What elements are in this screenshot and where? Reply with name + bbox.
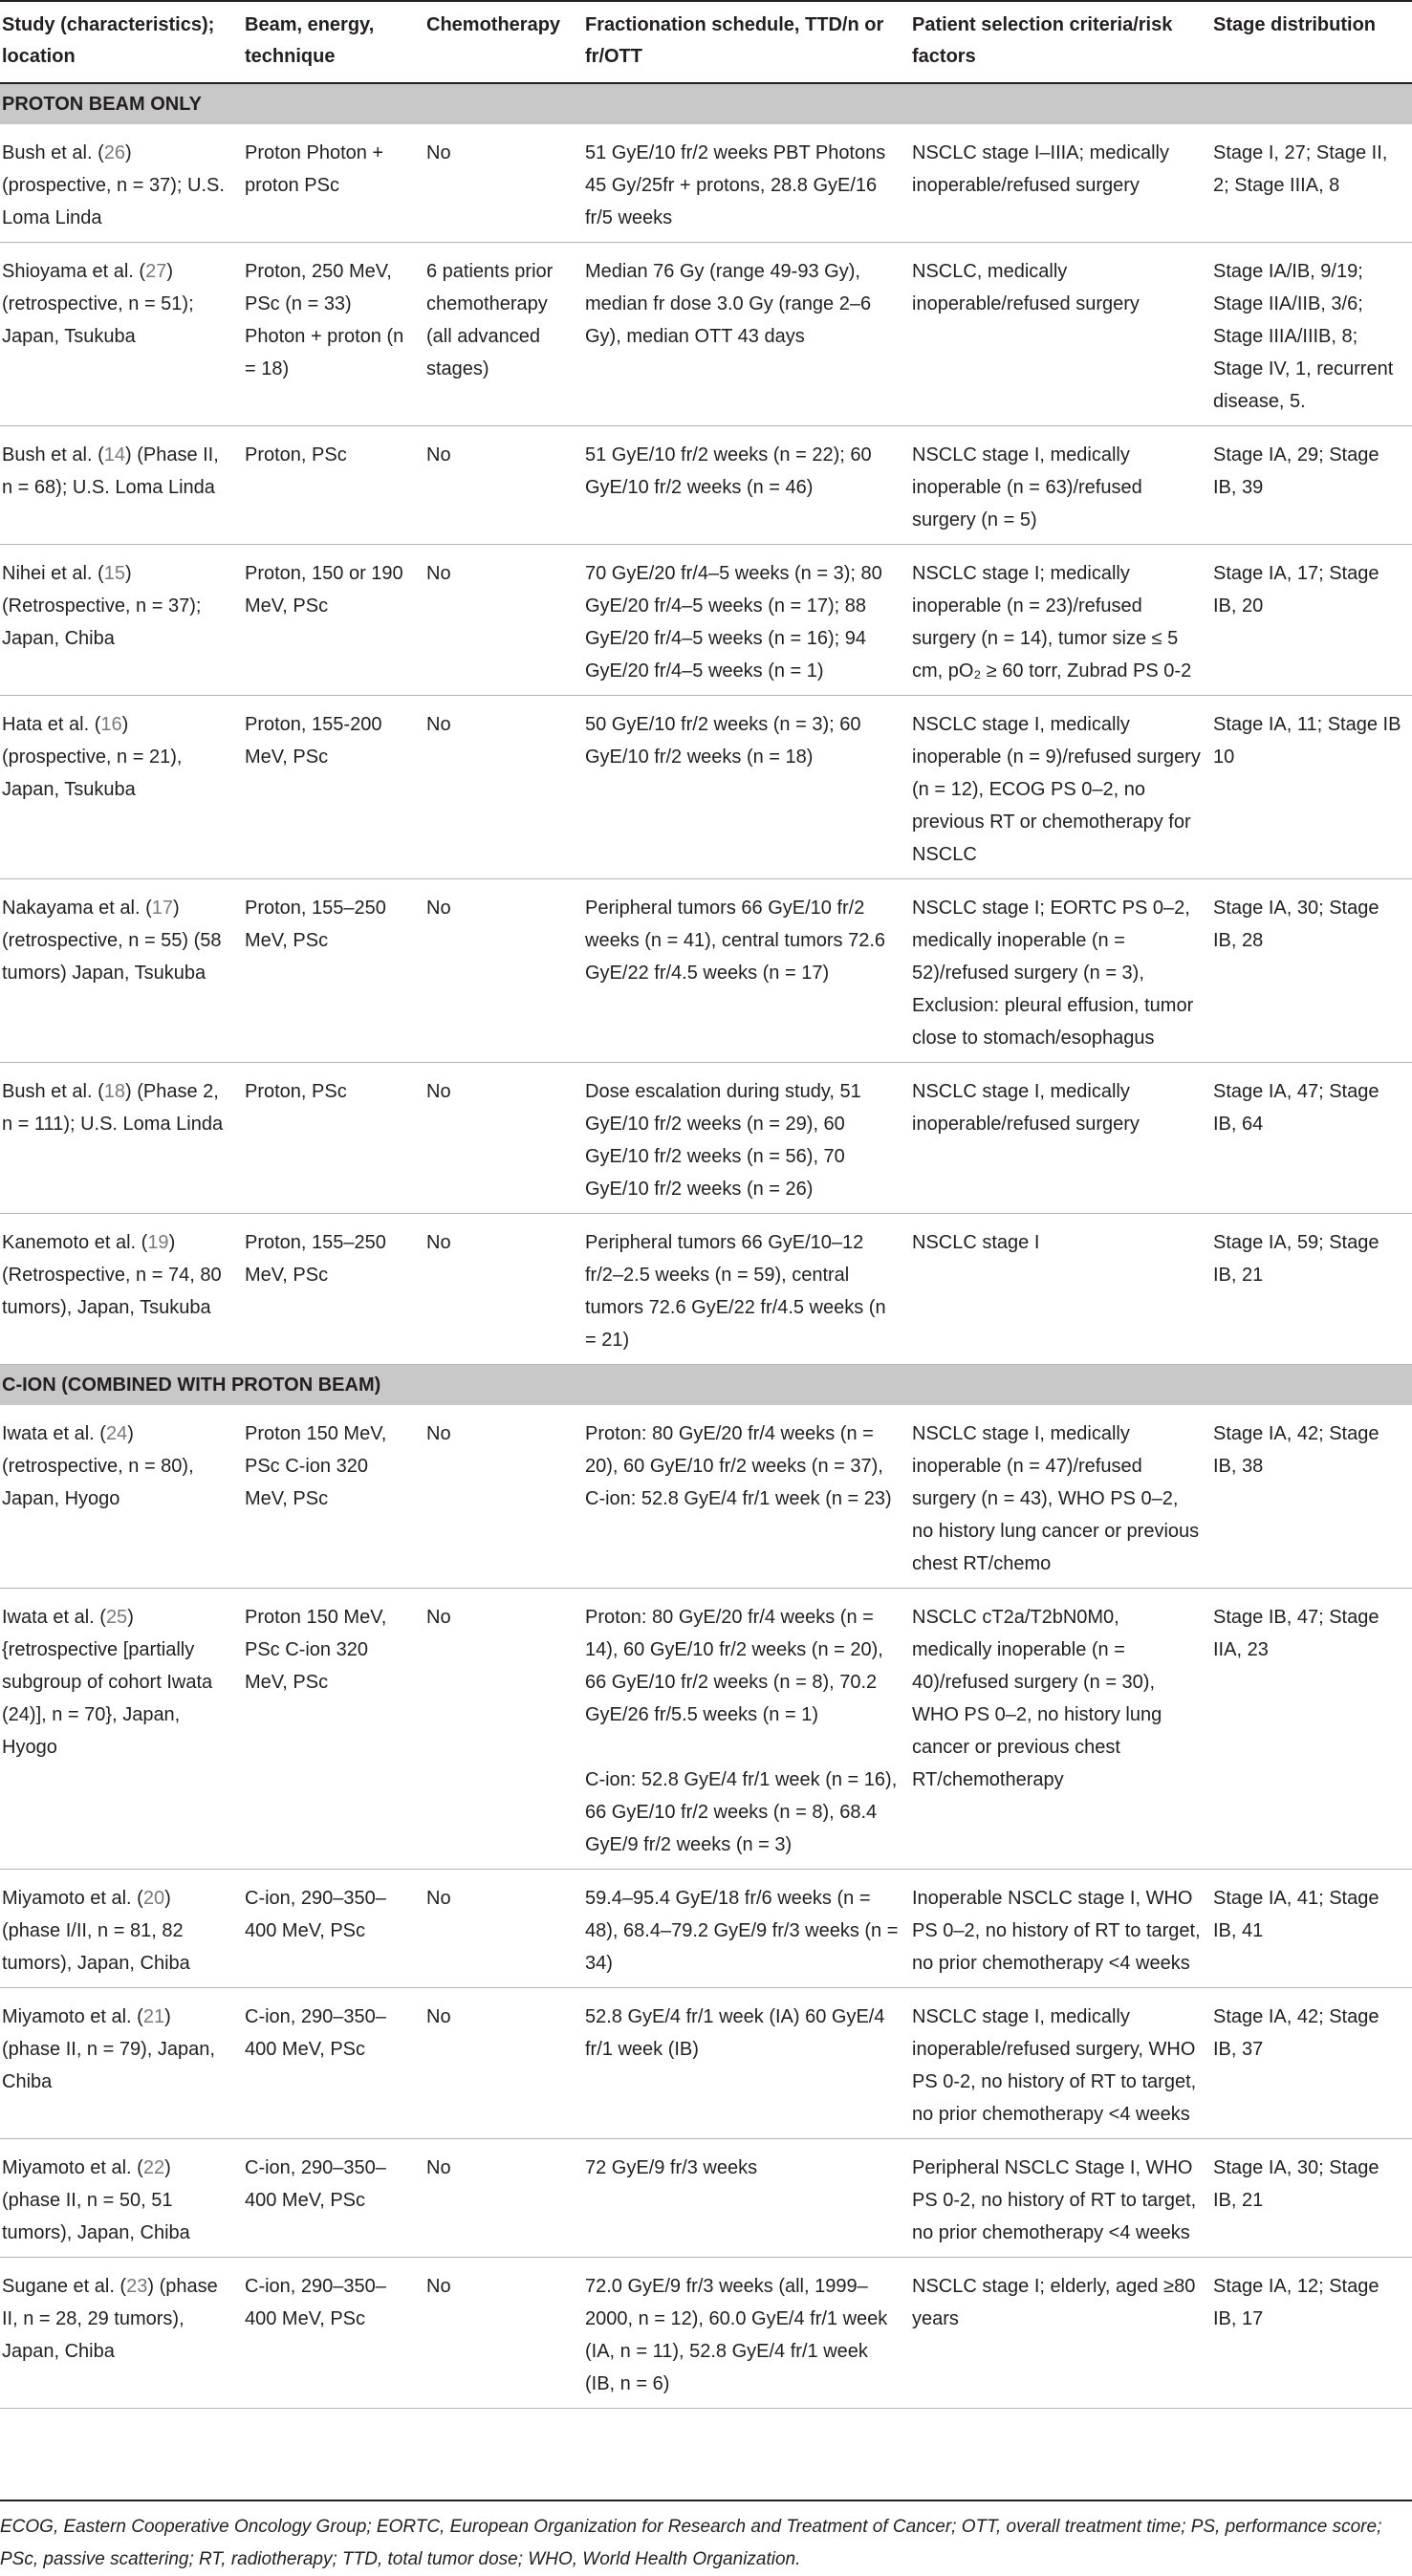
fractionation-text: Dose escalation during study, 51 GyE/10 fr/2 weeks (n = 29), 60 GyE/10 fr/2 weeks (n = 56), 70 GyE/10 fr/2 weeks (n = 26): [585, 1081, 861, 1200]
cell-chemotherapy: No: [424, 879, 583, 1063]
reference-link[interactable]: 24: [105, 1423, 128, 1444]
cell-stage: Stage IA, 17; Stage IB, 20: [1211, 545, 1412, 696]
table-row: [0, 426, 1412, 545]
cell-beam: C-ion, 290–350–400 MeV, PSc: [243, 1988, 424, 2139]
reference-link[interactable]: 20: [142, 1888, 165, 1909]
cell-study: Sugane et al. (23) (phase II, n = 28, 29 tumors), Japan, Chiba: [0, 2258, 243, 2409]
study-author: Miyamoto et al.: [2, 2157, 132, 2178]
section-title: PROTON BEAM ONLY: [0, 83, 1412, 124]
cell-beam: C-ion, 290–350–400 MeV, PSc: [243, 2258, 424, 2409]
study-author: Hata et al.: [2, 714, 90, 735]
cell-chemotherapy: No: [424, 1988, 583, 2139]
cell-chemotherapy: No: [424, 426, 583, 545]
cell-chemotherapy: No: [424, 1214, 583, 1365]
header-study: Study (characteristics); location: [0, 1, 243, 83]
header-row: [0, 1, 1412, 83]
cell-fractionation: [583, 1589, 910, 1870]
table-row: [0, 1063, 1412, 1214]
study-author: Bush et al.: [2, 1081, 93, 1102]
reference-link[interactable]: 27: [145, 261, 167, 282]
cell-study: Bush et al. (14) (Phase II, n = 68); U.S. Loma Linda: [0, 426, 243, 545]
cell-fractionation: [583, 545, 910, 696]
table-row: [0, 879, 1412, 1063]
cell-chemotherapy: No: [424, 2258, 583, 2409]
fractionation-text: 72 GyE/9 fr/3 weeks: [585, 2157, 758, 2178]
fractionation-text: C-ion: 52.8 GyE/4 fr/1 week (n = 16), 66 GyE/10 fr/2 weeks (n = 8), 68.4 GyE/9 fr/2 weeks (n = 3): [585, 1769, 898, 1855]
fractionation-text: 51 GyE/10 fr/2 weeks PBT Photons 45 Gy/25fr + protons, 28.8 GyE/16 fr/5 weeks: [585, 142, 886, 228]
study-author: Iwata et al.: [2, 1607, 95, 1628]
table-row: [0, 1405, 1412, 1589]
cell-study: Iwata et al. (24) (retrospective, n = 80), Japan, Hyogo: [0, 1405, 243, 1589]
study-details: (prospective, n = 21), Japan, Tsukuba: [2, 747, 183, 800]
study-details: (retrospective, n = 80), Japan, Hyogo: [2, 1456, 194, 1509]
cell-study: Hata et al. (16) (prospective, n = 21), Japan, Tsukuba: [0, 696, 243, 879]
cell-study: Kanemoto et al. (19) (Retrospective, n = 74, 80 tumors), Japan, Tsukuba: [0, 1214, 243, 1365]
table-row: [0, 1589, 1412, 1870]
cell-selection: NSCLC stage I, medically inoperable/refused surgery: [910, 1063, 1211, 1214]
study-author: Bush et al.: [2, 444, 93, 465]
table-row: [0, 2258, 1412, 2409]
cell-selection: NSCLC cT2a/T2bN0M0, medically inoperable (n = 40)/refused surgery (n = 30), WHO PS 0–2, no history lung cancer or previous chest RT/chemotherapy: [910, 1589, 1211, 1870]
reference-link[interactable]: 23: [126, 2276, 148, 2297]
cell-selection: NSCLC, medically inoperable/refused surgery: [910, 243, 1211, 426]
cell-chemotherapy: No: [424, 1063, 583, 1214]
table-row: [0, 124, 1412, 243]
cell-study: Miyamoto et al. (20) (phase I/II, n = 81, 82 tumors), Japan, Chiba: [0, 1870, 243, 1988]
table-body: [0, 83, 1412, 2409]
study-details: {retrospective [partially subgroup of cohort Iwata (24)], n = 70}, Japan, Hyogo: [2, 1639, 213, 1758]
cell-chemotherapy: No: [424, 2139, 583, 2258]
cell-selection: NSCLC stage I; medically inoperable (n = 23)/refused surgery (n = 14), tumor size ≤ 5 cm, pO₂ ≥ 60 torr, Zubrad PS 0-2: [910, 545, 1211, 696]
cell-fractionation: [583, 2139, 910, 2258]
table-row: [0, 545, 1412, 696]
study-details: (phase II, n = 28, 29 tumors), Japan, Chiba: [2, 2276, 218, 2362]
study-details: (phase II, n = 79), Japan, Chiba: [2, 2039, 215, 2092]
cell-chemotherapy: No: [424, 545, 583, 696]
section-header-row: [0, 83, 1412, 124]
cell-study: Nihei et al. (15) (Retrospective, n = 37); Japan, Chiba: [0, 545, 243, 696]
fractionation-text: 70 GyE/20 fr/4–5 weeks (n = 3); 80 GyE/20 fr/4–5 weeks (n = 17); 88 GyE/20 fr/4–5 weeks (n = 16); 94 GyE/20 fr/4–5 weeks (n = 1): [585, 563, 882, 682]
study-author: Nakayama et al.: [2, 898, 141, 919]
section-title: C-ION (COMBINED WITH PROTON BEAM): [0, 1365, 1412, 1406]
reference-link[interactable]: 21: [142, 2006, 165, 2027]
cell-fractionation: [583, 1063, 910, 1214]
cell-chemotherapy: No: [424, 1589, 583, 1870]
cell-selection: NSCLC stage I, medically inoperable (n = 9)/refused surgery (n = 12), ECOG PS 0–2, no previous RT or chemotherapy for NSCLC: [910, 696, 1211, 879]
cell-selection: NSCLC stage I, medically inoperable/refused surgery, WHO PS 0-2, no history of RT to target, no prior chemotherapy <4 weeks: [910, 1988, 1211, 2139]
reference-link[interactable]: 17: [151, 898, 173, 919]
cell-beam: Proton, 155–250 MeV, PSc: [243, 879, 424, 1063]
cell-fractionation: [583, 243, 910, 426]
study-details: (Phase II, n = 68); U.S. Loma Linda: [2, 444, 219, 498]
fractionation-text: Peripheral tumors 66 GyE/10 fr/2 weeks (n = 41), central tumors 72.6 GyE/22 fr/4.5 weeks (n = 17): [585, 898, 886, 984]
cell-fractionation: [583, 1988, 910, 2139]
cell-study: Shioyama et al. (27) (retrospective, n = 51); Japan, Tsukuba: [0, 243, 243, 426]
reference-link[interactable]: 22: [142, 2157, 165, 2178]
cell-study: Iwata et al. (25) {retrospective [partially subgroup of cohort Iwata (24)], n = 70}, Japan, Hyogo: [0, 1589, 243, 1870]
cell-fractionation: [583, 696, 910, 879]
reference-link[interactable]: 26: [103, 142, 125, 163]
table-row: [0, 1988, 1412, 2139]
reference-link[interactable]: 18: [103, 1081, 125, 1102]
cell-selection: NSCLC stage I; elderly, aged ≥80 years: [910, 2258, 1211, 2409]
cell-stage: Stage IB, 47; Stage IIA, 23: [1211, 1589, 1412, 1870]
study-details: (phase II, n = 50, 51 tumors), Japan, Chiba: [2, 2190, 190, 2243]
fractionation-text: 51 GyE/10 fr/2 weeks (n = 22); 60 GyE/10 fr/2 weeks (n = 46): [585, 444, 872, 498]
cell-beam: Proton Photon + proton PSc: [243, 124, 424, 243]
study-author: Miyamoto et al.: [2, 1888, 132, 1909]
cell-study: Bush et al. (26) (prospective, n = 37); U.S. Loma Linda: [0, 124, 243, 243]
cell-beam: Proton 150 MeV, PSc C-ion 320 MeV, PSc: [243, 1589, 424, 1870]
table-row: [0, 243, 1412, 426]
cell-stage: Stage IA, 59; Stage IB, 21: [1211, 1214, 1412, 1365]
study-details: (prospective, n = 37); U.S. Loma Linda: [2, 175, 225, 228]
study-details: (retrospective, n = 51); Japan, Tsukuba: [2, 293, 194, 347]
study-author: Bush et al.: [2, 142, 93, 163]
reference-link[interactable]: 16: [100, 714, 122, 735]
study-author: Kanemoto et al.: [2, 1232, 137, 1253]
cell-beam: Proton, 150 or 190 MeV, PSc: [243, 545, 424, 696]
cell-beam: Proton, 250 MeV, PSc (n = 33) Photon + proton (n = 18): [243, 243, 424, 426]
study-author: Shioyama et al.: [2, 261, 134, 282]
cell-beam: Proton 150 MeV, PSc C-ion 320 MeV, PSc: [243, 1405, 424, 1589]
cell-beam: Proton, PSc: [243, 426, 424, 545]
cell-selection: NSCLC stage I: [910, 1214, 1211, 1365]
cell-fractionation: [583, 1214, 910, 1365]
fractionation-text: Proton: 80 GyE/20 fr/4 weeks (n = 20), 60 GyE/10 fr/2 weeks (n = 37), C-ion: 52.8 GyE/4 fr/1 week (n = 23): [585, 1423, 892, 1509]
study-details: (Retrospective, n = 37); Japan, Chiba: [2, 595, 202, 649]
cell-stage: Stage IA, 11; Stage IB 10: [1211, 696, 1412, 879]
cell-fractionation: [583, 879, 910, 1063]
cell-selection: NSCLC stage I, medically inoperable (n = 63)/refused surgery (n = 5): [910, 426, 1211, 545]
cell-stage: Stage IA, 29; Stage IB, 39: [1211, 426, 1412, 545]
cell-beam: C-ion, 290–350–400 MeV, PSc: [243, 2139, 424, 2258]
cell-study: Miyamoto et al. (22) (phase II, n = 50, 51 tumors), Japan, Chiba: [0, 2139, 243, 2258]
cell-chemotherapy: No: [424, 1405, 583, 1589]
header-selection: Patient selection criteria/risk factors: [910, 1, 1211, 83]
cell-chemotherapy: No: [424, 124, 583, 243]
header-beam: Beam, energy, technique: [243, 1, 424, 83]
table-footnote: ECOG, Eastern Cooperative Oncology Group; EORTC, European Organization for Research and Treatment of Cancer; OTT, overall treatment time; PS, performance score; PSc, passive scattering; RT, radiotherapy; TTD, total tumor dose; WHO, World Health Organization.: [0, 2500, 1412, 2576]
reference-link[interactable]: 25: [105, 1607, 128, 1628]
cell-beam: Proton, PSc: [243, 1063, 424, 1214]
cell-fractionation: [583, 1405, 910, 1589]
cell-selection: Inoperable NSCLC stage I, WHO PS 0–2, no history of RT to target, no prior chemotherapy <4 weeks: [910, 1870, 1211, 1988]
cell-chemotherapy: No: [424, 696, 583, 879]
study-details: (phase I/II, n = 81, 82 tumors), Japan, Chiba: [2, 1920, 190, 1974]
cell-selection: NSCLC stage I–IIIA; medically inoperable/refused surgery: [910, 124, 1211, 243]
reference-link[interactable]: 14: [103, 444, 125, 465]
study-author: Nihei et al.: [2, 563, 93, 584]
fractionation-text: 72.0 GyE/9 fr/3 weeks (all, 1999–2000, n = 12), 60.0 GyE/4 fr/1 week (IA, n = 11), 52.8 GyE/4 fr/1 week (IB, n = 6): [585, 2276, 888, 2394]
cell-stage: Stage IA, 42; Stage IB, 37: [1211, 1988, 1412, 2139]
cell-stage: Stage IA, 12; Stage IB, 17: [1211, 2258, 1412, 2409]
fractionation-text: 52.8 GyE/4 fr/1 week (IA) 60 GyE/4 fr/1 week (IB): [585, 2006, 885, 2060]
study-details: (retrospective, n = 55) (58 tumors) Japan, Tsukuba: [2, 930, 222, 984]
study-details: (Phase 2, n = 111); U.S. Loma Linda: [2, 1081, 224, 1135]
table-row: [0, 1870, 1412, 1988]
cell-stage: Stage IA, 30; Stage IB, 28: [1211, 879, 1412, 1063]
cell-chemotherapy: 6 patients prior chemotherapy (all advanced stages): [424, 243, 583, 426]
table-row: [0, 2139, 1412, 2258]
fractionation-text: Median 76 Gy (range 49-93 Gy), median fr dose 3.0 Gy (range 2–6 Gy), median OTT 43 days: [585, 261, 872, 347]
cell-selection: Peripheral NSCLC Stage I, WHO PS 0-2, no history of RT to target, no prior chemotherapy <4 weeks: [910, 2139, 1211, 2258]
study-author: Miyamoto et al.: [2, 2006, 132, 2027]
header-stage: Stage distribution: [1211, 1, 1412, 83]
cell-beam: C-ion, 290–350–400 MeV, PSc: [243, 1870, 424, 1988]
section-header-row: [0, 1365, 1412, 1406]
table-row: [0, 696, 1412, 879]
reference-link[interactable]: 15: [103, 563, 125, 584]
cell-study: Miyamoto et al. (21) (phase II, n = 79), Japan, Chiba: [0, 1988, 243, 2139]
study-author: Iwata et al.: [2, 1423, 95, 1444]
cell-fractionation: [583, 124, 910, 243]
header-chemotherapy: Chemotherapy: [424, 1, 583, 83]
fractionation-text: Proton: 80 GyE/20 fr/4 weeks (n = 14), 60 GyE/10 fr/2 weeks (n = 20), 66 GyE/10 fr/2 weeks (n = 8), 70.2 GyE/26 fr/5.5 weeks (n = 1): [585, 1607, 883, 1725]
cell-fractionation: [583, 426, 910, 545]
cell-study: Nakayama et al. (17) (retrospective, n = 55) (58 tumors) Japan, Tsukuba: [0, 879, 243, 1063]
cell-fractionation: [583, 1870, 910, 1988]
cell-stage: Stage IA, 41; Stage IB, 41: [1211, 1870, 1412, 1988]
study-author: Sugane et al.: [2, 2276, 115, 2297]
cell-beam: Proton, 155-200 MeV, PSc: [243, 696, 424, 879]
fractionation-text: 50 GyE/10 fr/2 weeks (n = 3); 60 GyE/10 fr/2 weeks (n = 18): [585, 714, 861, 768]
cell-stage: Stage IA, 47; Stage IB, 64: [1211, 1063, 1412, 1214]
cell-selection: NSCLC stage I; EORTC PS 0–2, medically inoperable (n = 52)/refused surgery (n = 3), Exclusion: pleural effusion, tumor close to stomach/esophagus: [910, 879, 1211, 1063]
cell-study: Bush et al. (18) (Phase 2, n = 111); U.S. Loma Linda: [0, 1063, 243, 1214]
fractionation-text: Peripheral tumors 66 GyE/10–12 fr/2–2.5 weeks (n = 59), central tumors 72.6 GyE/22 fr/4.5 weeks (n = 21): [585, 1232, 886, 1351]
cell-stage: Stage IA, 42; Stage IB, 38: [1211, 1405, 1412, 1589]
header-fractionation: Fractionation schedule, TTD/n or fr/OTT: [583, 1, 910, 83]
fractionation-text: 59.4–95.4 GyE/18 fr/6 weeks (n = 48), 68.4–79.2 GyE/9 fr/3 weeks (n = 34): [585, 1888, 899, 1974]
cell-stage: Stage I, 27; Stage II, 2; Stage IIIA, 8: [1211, 124, 1412, 243]
cell-stage: Stage IA, 30; Stage IB, 21: [1211, 2139, 1412, 2258]
cell-fractionation: [583, 2258, 910, 2409]
cell-beam: Proton, 155–250 MeV, PSc: [243, 1214, 424, 1365]
cell-stage: Stage IA/IB, 9/19; Stage IIA/IIB, 3/6; Stage IIIA/IIIB, 8; Stage IV, 1, recurrent disease, 5.: [1211, 243, 1412, 426]
cell-selection: NSCLC stage I, medically inoperable (n = 47)/refused surgery (n = 43), WHO PS 0–2, no history lung cancer or previous chest RT/chemo: [910, 1405, 1211, 1589]
table-row: [0, 1214, 1412, 1365]
reference-link[interactable]: 19: [147, 1232, 169, 1253]
cell-chemotherapy: No: [424, 1870, 583, 1988]
study-details: (Retrospective, n = 74, 80 tumors), Japan, Tsukuba: [2, 1265, 222, 1318]
